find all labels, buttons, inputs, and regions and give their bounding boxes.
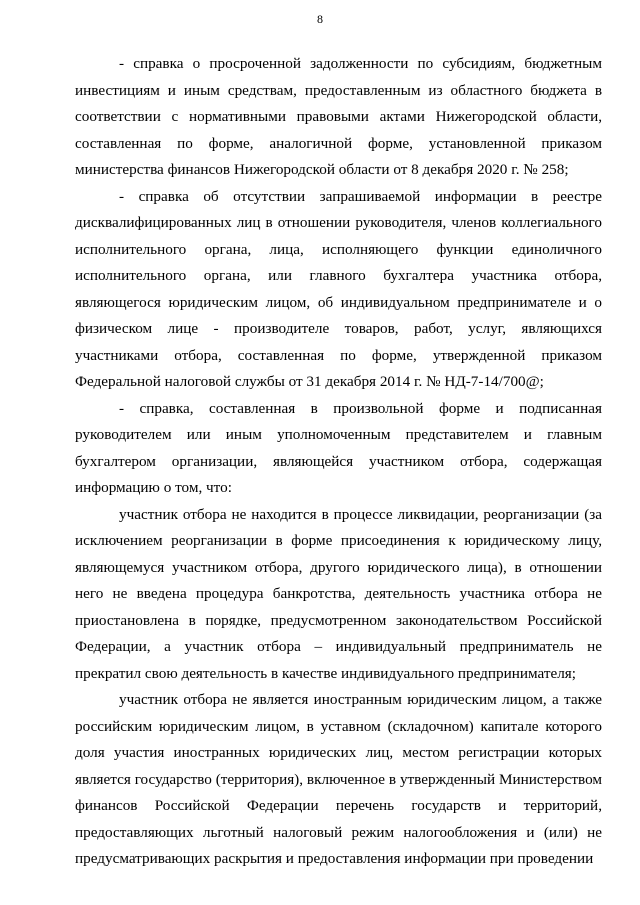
paragraph-disqualified-persons-certificate: - справка об отсутствии запрашиваемой информации в реестре дисквалифицированных лиц в отношении руководителя, членов коллегиального исполнительного органа, лица, исполняющего функции единоличного исполнительного органа, или главного бухгалтера участника отбора, являющегося юридическим лицом, об индивидуальном предпринимателе и о физическом лице - производителе товаров, работ, услуг, являющихся участниками отбора, составленная по форме, утвержденной приказом Федеральной налоговой службы от 31 декабря 2014 г. № НД-7-14/700@; — [75, 187, 602, 390]
paragraph-free-form-certificate: - справка, составленная в произвольной форме и подписанная руководителем или иным уполномоченным представителем и главным бухгалтером организации, являющейся участником отбора, содержащая информацию о том, что: — [75, 399, 602, 496]
page-number: 8 — [317, 12, 323, 26]
document-body — [75, 51, 602, 873]
paragraph-overdue-debt-certificate: - справка о просроченной задолженности по субсидиям, бюджетным инвестициям и иным средствам, предоставленным из областного бюджета в соответствии с нормативными правовыми актами Нижегородской области, составленная по форме, аналогичной форме, установленной приказом министерства финансов Нижегородской области от 8 декабря 2020 г. № 258; — [75, 55, 602, 178]
paragraph-liquidation-condition: участник отбора не находится в процессе ликвидации, реорганизации (за исключением реорганизации в форме присоединения к юридическому лицу, являющемуся участником отбора, другого юридического лица), в отношении него не введена процедура банкротства, деятельность участника отбора не приостановлена в порядке, предусмотренном законодательством Российской Федерации, а участник отбора – индивидуальный предприниматель не прекратил свою деятельность в качестве индивидуального предпринимателя; — [75, 505, 602, 682]
paragraph-foreign-entity-condition: участник отбора не является иностранным юридическим лицом, а также российским юридическим лицом, в уставном (складочном) капитале которого доля участия иностранных юридических лиц, местом регистрации которых является государство (территория), включенное в утвержденный Министерством финансов Российской Федерации перечень государств и территорий, предоставляющих льготный налоговый режим налогообложения и (или) не предусматривающих раскрытия и предоставления информации при проведении — [75, 691, 602, 867]
